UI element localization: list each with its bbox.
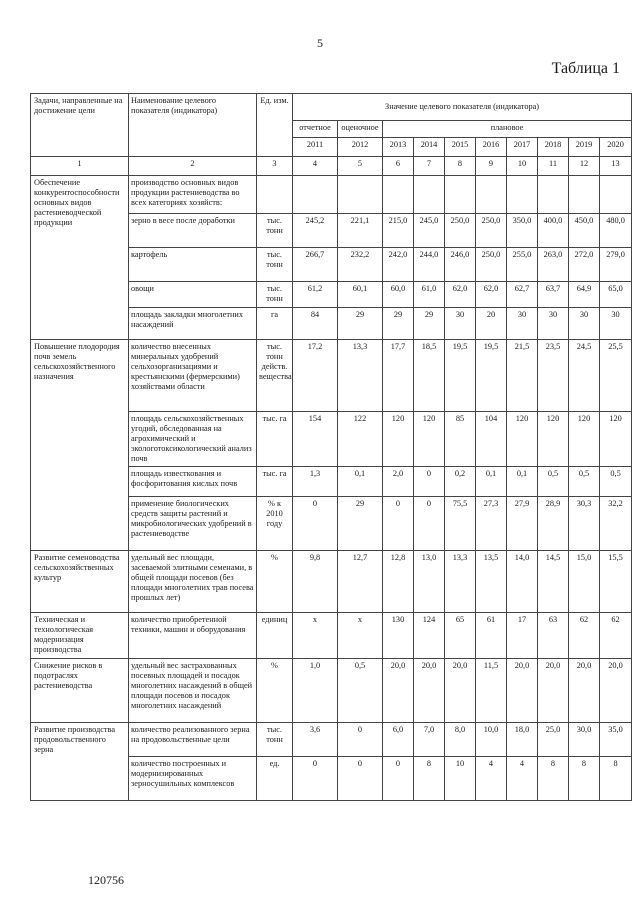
value-cell: 14,5 — [538, 550, 569, 612]
unit-cell: единиц — [257, 612, 293, 658]
column-number: 2 — [129, 157, 257, 176]
value-cell: 32,2 — [600, 496, 632, 550]
value-cell: 0 — [414, 466, 445, 496]
value-cell: 450,0 — [569, 214, 600, 248]
table-row — [31, 550, 632, 612]
column-number: 13 — [600, 157, 632, 176]
page-number: 5 — [317, 36, 323, 50]
value-cell: 2,0 — [383, 466, 414, 496]
task-cell: Техническая и технологическая модернизация производства — [31, 612, 129, 658]
value-cell: 62,0 — [445, 282, 476, 308]
value-cell: 35,0 — [600, 722, 632, 756]
header-indicator: Наименование целевого показателя (индикатора) — [129, 94, 257, 157]
value-cell: 29 — [383, 308, 414, 340]
unit-cell: тыс. тонн — [257, 282, 293, 308]
value-cell: 15,5 — [600, 550, 632, 612]
table-row — [31, 658, 632, 722]
unit-cell: га — [257, 308, 293, 340]
value-cell: 0,5 — [538, 466, 569, 496]
header-year: 2017 — [507, 138, 538, 157]
value-cell: 232,2 — [338, 248, 383, 282]
column-number: 10 — [507, 157, 538, 176]
value-cell: 20,0 — [600, 658, 632, 722]
value-cell — [600, 176, 632, 214]
value-cell: 221,1 — [338, 214, 383, 248]
value-cell: 250,0 — [445, 214, 476, 248]
task-cell: Развитие производства продовольственного зерна — [31, 722, 129, 800]
value-cell: 255,0 — [507, 248, 538, 282]
value-cell: 27,3 — [476, 496, 507, 550]
value-cell: 61,0 — [414, 282, 445, 308]
indicator-cell: картофель — [129, 248, 257, 282]
table-row — [31, 176, 632, 214]
column-number: 7 — [414, 157, 445, 176]
value-cell: 400,0 — [538, 214, 569, 248]
table-title: Таблица 1 — [551, 60, 620, 77]
value-cell: 85 — [445, 412, 476, 467]
indicator-cell: удельный вес застрахованных посевных площадей и посадок многолетних насаждений в общей площади посевов и посадок многолетних насаждений — [129, 658, 257, 722]
value-cell: 24,5 — [569, 340, 600, 412]
value-cell: 8 — [600, 756, 632, 800]
value-cell — [383, 176, 414, 214]
unit-cell — [257, 176, 293, 214]
header-year: 2015 — [445, 138, 476, 157]
header-reported: отчетное — [293, 121, 338, 138]
value-cell: 30 — [507, 308, 538, 340]
value-cell: 11,5 — [476, 658, 507, 722]
value-cell: 20,0 — [507, 658, 538, 722]
indicator-cell: количество внесенных минеральных удобрений сельхозорганизациями и крестьянскими (фермерскими) хозяйствами области — [129, 340, 257, 412]
value-cell: 30 — [538, 308, 569, 340]
value-cell: 10 — [445, 756, 476, 800]
value-cell — [569, 176, 600, 214]
value-cell: 29 — [414, 308, 445, 340]
value-cell: 60,0 — [383, 282, 414, 308]
value-cell: 13,5 — [476, 550, 507, 612]
value-cell: 23,5 — [538, 340, 569, 412]
value-cell: 18,0 — [507, 722, 538, 756]
value-cell: 8 — [538, 756, 569, 800]
indicator-cell: производство основных видов продукции растениеводства во всех категориях хозяйств: — [129, 176, 257, 214]
value-cell: 84 — [293, 308, 338, 340]
value-cell: 350,0 — [507, 214, 538, 248]
task-cell: Повышение плодородия почв земель сельскохозяйственного назначения — [31, 340, 129, 551]
value-cell: 0,2 — [445, 466, 476, 496]
value-cell: 6,0 — [383, 722, 414, 756]
table-row — [31, 612, 632, 658]
value-cell: 17 — [507, 612, 538, 658]
value-cell — [445, 176, 476, 214]
unit-cell: % — [257, 658, 293, 722]
value-cell: 10,0 — [476, 722, 507, 756]
value-cell: 17,2 — [293, 340, 338, 412]
indicator-cell: удельный вес площади, засеваемой элитными семенами, в общей площади посевов (без площади многолетних трав посева прошлых лет) — [129, 550, 257, 612]
value-cell: 62 — [600, 612, 632, 658]
value-cell: 246,0 — [445, 248, 476, 282]
value-cell: 244,0 — [414, 248, 445, 282]
column-number: 9 — [476, 157, 507, 176]
header-values: Значение целевого показателя (индикатора) — [293, 94, 632, 121]
value-cell: 272,0 — [569, 248, 600, 282]
value-cell: 30 — [600, 308, 632, 340]
value-cell: 0 — [414, 496, 445, 550]
value-cell: х — [293, 612, 338, 658]
value-cell: 0,5 — [569, 466, 600, 496]
value-cell: 120 — [383, 412, 414, 467]
table-row — [31, 722, 632, 756]
header-year: 2012 — [338, 138, 383, 157]
indicator-cell: применение биологических средств защиты растений и микробиологических удобрений в растениеводстве — [129, 496, 257, 550]
value-cell: 0 — [293, 496, 338, 550]
value-cell: 266,7 — [293, 248, 338, 282]
unit-cell: % — [257, 550, 293, 612]
value-cell: 0 — [338, 756, 383, 800]
header-year: 2019 — [569, 138, 600, 157]
value-cell: 263,0 — [538, 248, 569, 282]
value-cell: 0,1 — [476, 466, 507, 496]
value-cell: 3,6 — [293, 722, 338, 756]
value-cell: 122 — [338, 412, 383, 467]
value-cell: 20,0 — [383, 658, 414, 722]
value-cell: 104 — [476, 412, 507, 467]
value-cell: 17,7 — [383, 340, 414, 412]
value-cell: 0,1 — [338, 466, 383, 496]
unit-cell: тыс. тонн — [257, 248, 293, 282]
value-cell: 28,9 — [538, 496, 569, 550]
value-cell: 8,0 — [445, 722, 476, 756]
value-cell: 215,0 — [383, 214, 414, 248]
value-cell: 480,0 — [600, 214, 632, 248]
value-cell: 20,0 — [569, 658, 600, 722]
value-cell: 245,2 — [293, 214, 338, 248]
unit-cell: тыс. га — [257, 412, 293, 467]
task-cell: Обеспечение конкурентоспособности основных видов растениеводческой продукции — [31, 176, 129, 340]
indicator-cell: площадь известкования и фосфоритования кислых почв — [129, 466, 257, 496]
value-cell: 9,8 — [293, 550, 338, 612]
value-cell: 20,0 — [538, 658, 569, 722]
value-cell: 120 — [569, 412, 600, 467]
indicator-cell: зерно в весе после доработки — [129, 214, 257, 248]
column-number: 3 — [257, 157, 293, 176]
value-cell: 29 — [338, 496, 383, 550]
value-cell: 0 — [293, 756, 338, 800]
value-cell: 130 — [383, 612, 414, 658]
task-cell: Развитие семеноводства сельскохозяйственных культур — [31, 550, 129, 612]
value-cell: 0,5 — [338, 658, 383, 722]
value-cell: 250,0 — [476, 248, 507, 282]
indicator-cell: количество реализованного зерна на продовольственные цели — [129, 722, 257, 756]
value-cell: 62,0 — [476, 282, 507, 308]
value-cell: 20,0 — [445, 658, 476, 722]
value-cell: 0,1 — [507, 466, 538, 496]
value-cell: 0 — [338, 722, 383, 756]
header-task: Задачи, направленные на достижение цели — [31, 94, 129, 157]
value-cell: 124 — [414, 612, 445, 658]
value-cell: 20 — [476, 308, 507, 340]
value-cell: 61 — [476, 612, 507, 658]
value-cell: 63 — [538, 612, 569, 658]
value-cell: 61,2 — [293, 282, 338, 308]
indicator-cell: количество приобретенной техники, машин и оборудования — [129, 612, 257, 658]
column-number: 12 — [569, 157, 600, 176]
value-cell: 19,5 — [476, 340, 507, 412]
indicator-cell: овощи — [129, 282, 257, 308]
value-cell — [507, 176, 538, 214]
value-cell: 8 — [569, 756, 600, 800]
unit-cell: тыс. тонн действ. вещества — [257, 340, 293, 412]
value-cell: 29 — [338, 308, 383, 340]
value-cell: х — [338, 612, 383, 658]
value-cell — [293, 176, 338, 214]
unit-cell: тыс. га — [257, 466, 293, 496]
value-cell: 0,5 — [600, 466, 632, 496]
value-cell: 75,5 — [445, 496, 476, 550]
unit-cell: ед. — [257, 756, 293, 800]
indicator-cell: площадь закладки многолетних насаждений — [129, 308, 257, 340]
header-year: 2018 — [538, 138, 569, 157]
value-cell: 21,5 — [507, 340, 538, 412]
header-year: 2020 — [600, 138, 632, 157]
value-cell: 64,9 — [569, 282, 600, 308]
header-year: 2013 — [383, 138, 414, 157]
value-cell: 62 — [569, 612, 600, 658]
value-cell: 120 — [414, 412, 445, 467]
header-year: 2016 — [476, 138, 507, 157]
value-cell: 279,0 — [600, 248, 632, 282]
column-number: 1 — [31, 157, 129, 176]
value-cell: 1,3 — [293, 466, 338, 496]
value-cell: 245,0 — [414, 214, 445, 248]
value-cell: 1,0 — [293, 658, 338, 722]
value-cell: 120 — [538, 412, 569, 467]
value-cell: 242,0 — [383, 248, 414, 282]
footer-code: 120756 — [88, 873, 124, 887]
value-cell: 8 — [414, 756, 445, 800]
value-cell: 19,5 — [445, 340, 476, 412]
value-cell: 20,0 — [414, 658, 445, 722]
value-cell: 0 — [383, 756, 414, 800]
value-cell: 120 — [600, 412, 632, 467]
value-cell: 250,0 — [476, 214, 507, 248]
value-cell: 65,0 — [600, 282, 632, 308]
indicator-cell: количество построенных и модернизированных зерносушильных комплексов — [129, 756, 257, 800]
value-cell: 65 — [445, 612, 476, 658]
value-cell: 13,3 — [445, 550, 476, 612]
value-cell: 7,0 — [414, 722, 445, 756]
value-cell: 30 — [569, 308, 600, 340]
value-cell: 15,0 — [569, 550, 600, 612]
indicator-table — [30, 93, 632, 801]
unit-cell: тыс. тонн — [257, 722, 293, 756]
indicator-cell: площадь сельскохозяйственных угодий, обследованная на агрохимический и экологотоксикологический анализ почв — [129, 412, 257, 467]
value-cell: 4 — [476, 756, 507, 800]
value-cell: 63,7 — [538, 282, 569, 308]
value-cell: 13,0 — [414, 550, 445, 612]
column-number: 11 — [538, 157, 569, 176]
value-cell: 30,0 — [569, 722, 600, 756]
value-cell — [476, 176, 507, 214]
value-cell: 154 — [293, 412, 338, 467]
value-cell: 30 — [445, 308, 476, 340]
value-cell: 13,3 — [338, 340, 383, 412]
unit-cell: % к 2010 году — [257, 496, 293, 550]
value-cell — [338, 176, 383, 214]
header-estimated: оценочное — [338, 121, 383, 138]
header-year: 2011 — [293, 138, 338, 157]
column-number: 6 — [383, 157, 414, 176]
value-cell: 4 — [507, 756, 538, 800]
header-year: 2014 — [414, 138, 445, 157]
value-cell: 12,7 — [338, 550, 383, 612]
value-cell: 25,0 — [538, 722, 569, 756]
value-cell: 25,5 — [600, 340, 632, 412]
header-unit: Ед. изм. — [257, 94, 293, 157]
value-cell: 62,7 — [507, 282, 538, 308]
column-number: 8 — [445, 157, 476, 176]
value-cell: 30,3 — [569, 496, 600, 550]
value-cell: 18,5 — [414, 340, 445, 412]
value-cell: 14,0 — [507, 550, 538, 612]
column-number: 5 — [338, 157, 383, 176]
value-cell: 12,8 — [383, 550, 414, 612]
column-number: 4 — [293, 157, 338, 176]
table-row — [31, 340, 632, 412]
header-planned: плановое — [383, 121, 632, 138]
task-cell: Снижение рисков в подотраслях растениеводства — [31, 658, 129, 722]
value-cell: 27,9 — [507, 496, 538, 550]
value-cell: 0 — [383, 496, 414, 550]
value-cell — [414, 176, 445, 214]
value-cell — [538, 176, 569, 214]
value-cell: 60,1 — [338, 282, 383, 308]
value-cell: 120 — [507, 412, 538, 467]
unit-cell: тыс. тонн — [257, 214, 293, 248]
